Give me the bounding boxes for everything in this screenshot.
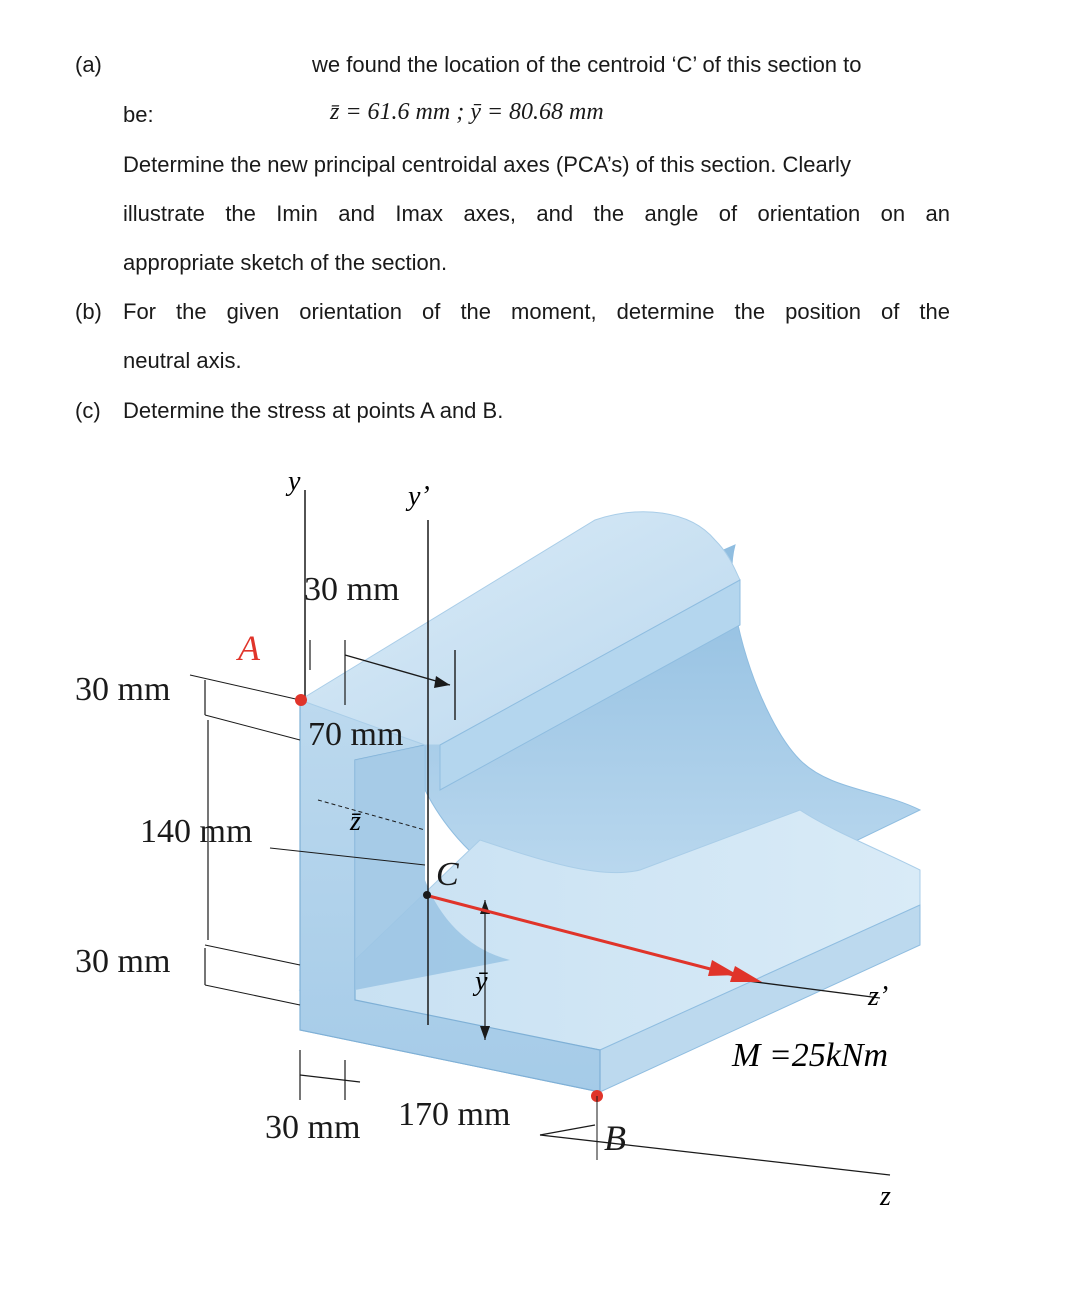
label-point-a: A <box>238 628 260 668</box>
dim-line-top2 <box>205 715 300 740</box>
label-centroid-c: C <box>436 856 459 893</box>
part-c-line1: Determine the stress at points A and B. <box>123 398 504 423</box>
dim-line-low1 <box>205 945 300 965</box>
part-a-intro: we found the location of the centroid ‘C’ of this section to <box>312 52 862 77</box>
label-y-axis: y <box>288 466 301 497</box>
label-moment: M =25kNm <box>732 1037 889 1074</box>
part-a-be: be: <box>123 102 154 127</box>
part-a-line3: appropriate sketch of the section. <box>123 250 448 275</box>
base-dim-line <box>300 1075 360 1082</box>
label-point-b: B <box>604 1118 626 1158</box>
dim-label-30mm-left-top: 30 mm <box>75 671 171 708</box>
dim-line-low2 <box>205 985 300 1005</box>
label-z-axis: z <box>880 1181 891 1212</box>
part-b-line1: For the given orientation of the moment, determine the position of the <box>123 299 950 324</box>
centroid-equation: z̄ = 61.6 mm ; ȳ = 80.68 mm <box>330 99 604 125</box>
part-b-label: (b) <box>75 299 102 324</box>
base-dim-right <box>540 1125 595 1135</box>
part-c-label: (c) <box>75 398 101 423</box>
point-a-marker <box>295 694 307 706</box>
dim-label-30mm-top: 30 mm <box>304 571 400 608</box>
part-a-label: (a) <box>75 52 102 77</box>
dim-label-30mm-base: 30 mm <box>265 1109 361 1146</box>
dim-label-170mm: 170 mm <box>398 1096 511 1133</box>
z-axis-line <box>540 1135 890 1175</box>
label-y-prime-axis: y’ <box>408 481 430 512</box>
dim-label-70mm: 70 mm <box>308 716 404 753</box>
part-a-line1: Determine the new principal centroidal axes (PCA’s) of this section. Clearly <box>123 152 851 177</box>
label-z-prime-axis: z’ <box>868 981 889 1012</box>
part-b-line2: neutral axis. <box>123 348 242 373</box>
dim-label-30mm-left-bottom: 30 mm <box>75 943 171 980</box>
label-ybar: ȳ <box>475 966 488 997</box>
part-a-line2: illustrate the Imin and Imax axes, and the angle of orientation on an <box>123 201 950 226</box>
dim-line-top <box>190 675 300 700</box>
label-zbar: z̄ <box>350 806 361 837</box>
dim-label-140mm: 140 mm <box>140 813 253 850</box>
centroid-marker <box>423 891 431 899</box>
